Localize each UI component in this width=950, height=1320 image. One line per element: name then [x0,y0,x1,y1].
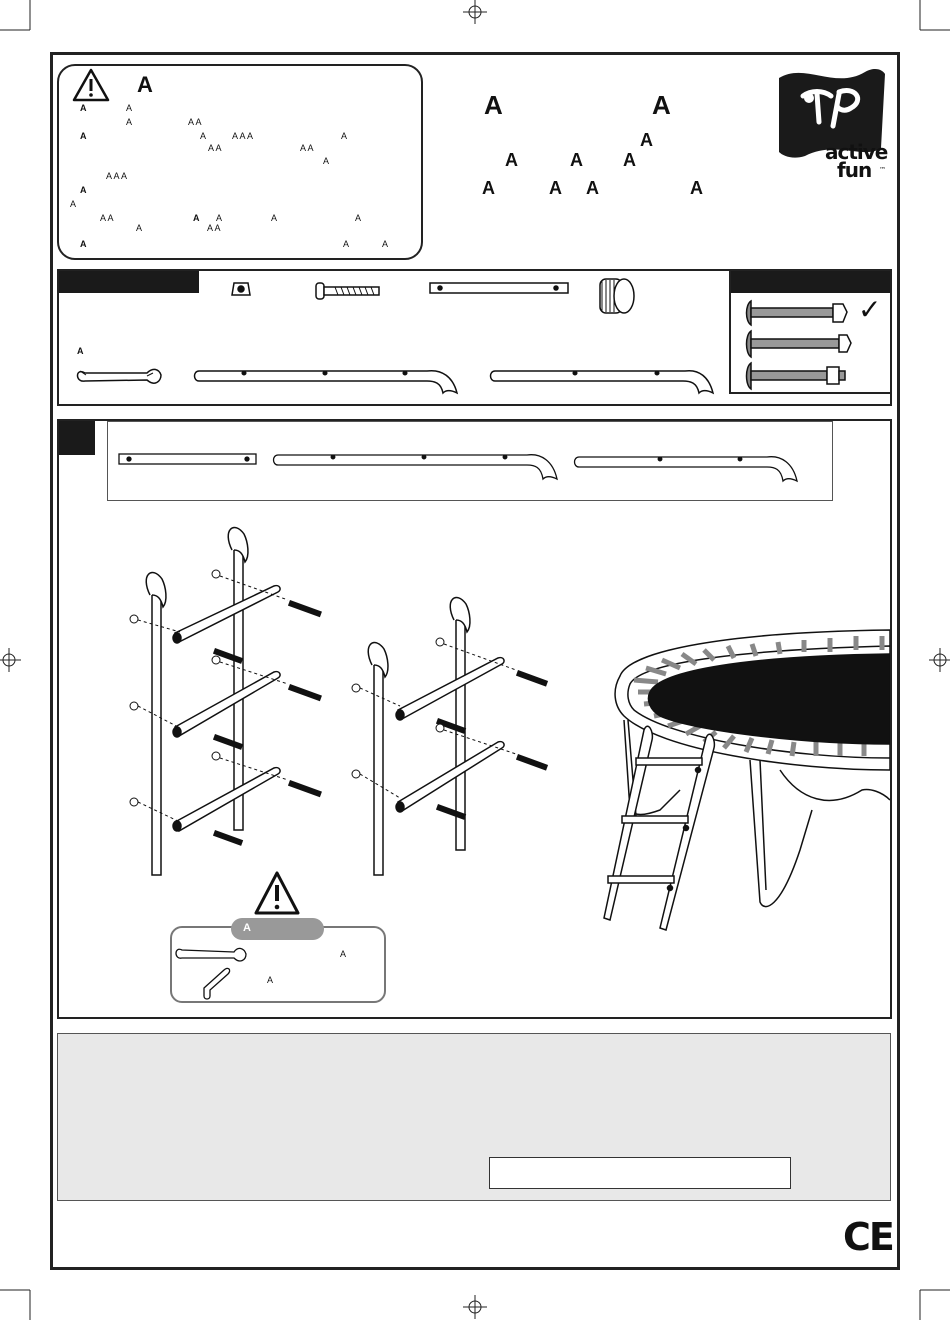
warning-line-7: A [341,131,348,141]
title-line-5: A [623,150,636,170]
logo-text-active: active [825,140,888,164]
warning-line-9: A A [300,143,314,153]
warning-line-22: A [343,239,350,249]
wrench-note: A [340,949,347,959]
title-line-7: A [549,178,562,198]
warning-line-13: A [70,199,77,209]
title-line-4: A [570,150,583,170]
cap-nut-icon [232,283,250,295]
check-mark-icon: ✓ [858,293,882,326]
ce-mark: CE [843,1215,893,1259]
warning-line-14: A A [100,213,114,223]
wrench-icon [78,369,162,383]
warning-line-8: A A [208,143,222,153]
title-line-8: A [586,178,599,198]
warning-line-21: A [80,239,87,249]
warning-line-18: A [355,213,362,223]
title-line-6: A [482,178,495,198]
title-line-0: A [484,90,503,120]
title-line-9: A [690,178,703,198]
bolt-option-1 [747,301,848,325]
title-line-1: A [652,90,671,120]
allen-key-note: A [267,975,274,985]
tool-note-pill [231,918,324,940]
parts-illustrations [57,269,729,406]
wrench-small-icon [176,948,246,961]
active-fun-logo [775,60,893,182]
warning-line-0: A [80,103,87,113]
registration-mark-top [463,0,487,24]
warning-line-3: A A [188,117,202,127]
step-pole-icon-1 [274,455,558,479]
title-line-3: A [505,150,518,170]
allen-key-icon [204,968,230,999]
logo-text-fun: fun [837,158,872,182]
warning-line-2: A [126,117,133,127]
warning-line-20: A A [207,223,221,233]
info-field-box [489,1157,791,1189]
warning-line-10: A [323,156,330,166]
title-line-2: A [640,130,653,150]
trampoline-illustration [600,620,890,940]
ladder-pole-icon-1 [195,371,458,393]
warning-line-11: A A A [106,171,128,181]
warning-line-16: A [216,213,223,223]
logo-trademark: ™ [879,166,886,174]
end-cap-icon [600,279,634,313]
registration-mark-left [0,648,21,672]
registration-mark-right [929,648,950,672]
tool-note-pill-label: A [243,922,251,934]
warning-line-5: A [200,131,207,141]
warning-box [57,64,423,260]
tool-label: A [77,346,84,356]
bolt-option-2 [747,331,852,357]
two-step-ladder [352,597,548,875]
step-warning-triangle-icon [254,870,300,916]
bolt-icon [316,283,379,299]
ladder-assembly-diagram [110,520,570,890]
warning-heading: A [137,72,153,97]
step-number-bar [59,421,95,455]
bolt-header-bar [731,271,890,293]
warning-line-4: A [80,131,87,141]
step-pole-icon-2 [575,457,798,481]
warning-line-12: A [80,185,87,195]
warning-line-23: A [382,239,389,249]
warning-triangle-icon [72,68,110,102]
step-parts-illustrations [107,421,833,501]
warning-line-15: A [193,213,200,223]
trampoline-ladder [604,726,714,930]
tool-note-icons [174,944,254,1002]
ladder-pole-icon-2 [491,371,714,393]
step-short-tube-icon [119,454,256,464]
bolt-options [731,295,861,393]
three-step-ladder [130,527,322,875]
bolt-option-3 [747,363,846,389]
warning-line-6: A A A [232,131,254,141]
registration-mark-bottom [463,1295,487,1319]
warning-line-17: A [271,213,278,223]
warning-line-19: A [136,223,143,233]
short-tube-icon [430,283,568,293]
warning-line-1: A [126,103,133,113]
